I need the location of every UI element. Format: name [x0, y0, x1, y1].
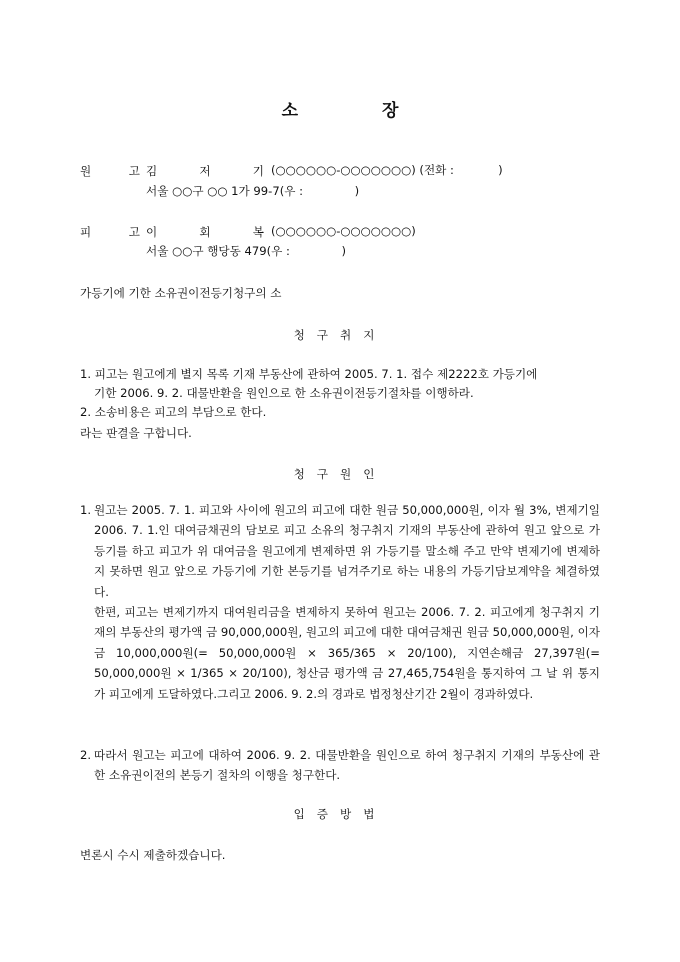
- claim-cause-heading: 청구원인: [293, 467, 387, 481]
- claim-cause-item-1-text-2: 한편, 피고는 변제기까지 대여원리금을 변제하지 못하여 원고는 2006. 7. 2. 피고에게 청구취지 기재의 부동산의 평가액 금 90,000,000원, 원고의 피고에 대한 대여금채권 원금 50,000,000원, 이자 금 10,000,000원(= 50,000,000원 × 365/365 × 20/100), 지연손해금 27,397원(= 50,000,000원 × 1/365 × 20/100), 청산금 평가액 금 27,465,754원을 통지하여 그 날 위 통지가 피고에게 도달하였다.그리고 2006. 9. 2.의 경과로 법정청산기간 2월이 경과하였다.: [94, 605, 600, 701]
- claim-purpose-heading: 청구취지: [293, 328, 387, 342]
- plaintiff-name: 김 저 기: [146, 164, 264, 178]
- claim-cause-item-2: [80, 745, 600, 786]
- plaintiff-address: 서울 ○○구 ○○ 1가 99-7(우 : ): [146, 184, 360, 198]
- defendant-label: 피 고: [80, 225, 140, 239]
- title-part-2: 장: [381, 101, 399, 121]
- claim-purpose-item-1-line-1: 1. 피고는 원고에게 별지 목록 기재 부동산에 관하여 2005. 7. 1. 접수 제2222호 가등기에: [80, 367, 538, 381]
- claim-cause-item-1: [80, 500, 600, 704]
- claim-purpose-item-1-line-2: 기한 2006. 9. 2. 대물반환을 원인으로 한 소유권이전등기절차를 이행하라.: [94, 386, 474, 400]
- claim-purpose-item-2: 2. 소송비용은 피고의 부담으로 한다.: [80, 405, 267, 419]
- claim-purpose-closing: 라는 판결을 구합니다.: [80, 426, 192, 440]
- case-title: 가등기에 기한 소유권이전등기청구의 소: [80, 286, 282, 300]
- defendant-address: 서울 ○○구 행당동 479(우 : ): [146, 244, 347, 258]
- defendant-name: 이 회 복: [146, 225, 264, 239]
- claim-cause-item-2-number: 2.: [80, 748, 92, 762]
- document-title: [0, 96, 680, 121]
- title-part-1: 소: [281, 101, 299, 121]
- claim-cause-item-1-text: 원고는 2005. 7. 1. 피고와 사이에 원고의 피고에 대한 원금 50,000,000원, 이자 월 3%, 변제기일 2006. 7. 1.인 대여금채권의 담보로 피고 소유의 청구취지 기재의 부동산에 관하여 원고 앞으로 가등기를 하고 피고가 위 대여금을 원고에게 변제하면 위 가등기를 말소해 주고 만약 변제기에 변제하지 못하면 원고 앞으로 가등기에 기한 본등기를 넘겨주기로 하는 내용의 가등기담보계약을 체결하였다.: [94, 503, 600, 599]
- claim-cause-item-1-number: 1.: [80, 503, 92, 517]
- defendant-id: (○○○○○○-○○○○○○○): [271, 224, 416, 238]
- plaintiff-id-phone: (○○○○○○-○○○○○○○) (전화 : ): [271, 163, 503, 177]
- claim-cause-item-2-text: 따라서 원고는 피고에 대하여 2006. 9. 2. 대물반환을 원인으로 하여 청구취지 기재의 부동산에 관한 소유권이전의 본등기 절차의 이행을 청구한다.: [94, 748, 600, 783]
- evidence-text: 변론시 수시 제출하겠습니다.: [80, 848, 226, 862]
- plaintiff-label: 원 고: [80, 164, 140, 178]
- evidence-heading: 입증방법: [293, 807, 387, 821]
